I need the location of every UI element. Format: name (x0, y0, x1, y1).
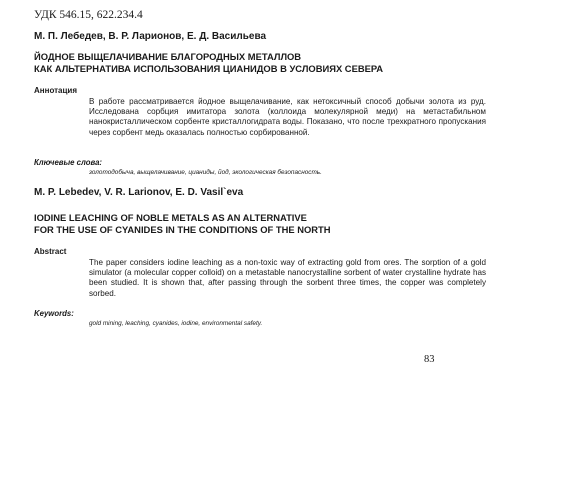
title-ru-line1: ЙОДНОЕ ВЫЩЕЛАЧИВАНИЕ БЛАГОРОДНЫХ МЕТАЛЛОВ (34, 51, 302, 62)
abstract-label-ru: Аннотация (34, 86, 77, 95)
keywords-label-en: Keywords: (34, 309, 74, 318)
title-en (34, 212, 331, 235)
title-ru (34, 51, 383, 74)
keywords-text-en: gold mining, leaching, cyanides, iodine, environmental safety. (89, 320, 263, 327)
title-ru-line2: КАК АЛЬТЕРНАТИВА ИСПОЛЬЗОВАНИЯ ЦИАНИДОВ В УСЛОВИЯХ СЕВЕРА (34, 62, 384, 74)
udc-code: УДК 546.15, 622.234.4 (34, 9, 143, 21)
title-en-line2: FOR THE USE OF CYANIDES IN THE CONDITIONS OF THE NORTH (34, 223, 331, 235)
keywords-label-ru: Ключевые слова: (34, 158, 103, 167)
abstract-label-en: Abstract (34, 247, 67, 256)
abstract-text-en: The paper considers iodine leaching as a non-toxic way of extracting gold from ores. The sorption of a gold simulator (a molecular copper colloid) on a metastable nanocrystalline sorbent of water crystalline hydrate has been studied. It is shown that, after passing through the sorbent three times, the copper was completely sorbed. (89, 258, 486, 298)
authors-en: M. P. Lebedev, V. R. Larionov, E. D. Vasil`eva (34, 187, 244, 198)
keywords-text-ru: золотодобыча, выщелачивание, цианиды, йод, экологическая безопасность. (89, 169, 322, 176)
page-number: 83 (424, 354, 435, 365)
authors-ru: М. П. Лебедев, В. Р. Ларионов, Е. Д. Васильева (34, 31, 267, 42)
abstract-text-ru: В работе рассматривается йодное выщелачивание, как нетоксичный способ добычи золота из руд. Исследована сорбция имитатора золота (коллоида молекулярной меди) на метастабильном нанокристаллическом сорбенте кристаллогидрата воды. Показано, что после трехкратного пропускания через сорбент медь оказалась полностью сорбированной. (89, 97, 486, 137)
title-en-line1: IODINE LEACHING OF NOBLE METALS AS AN ALTERNATIVE (34, 212, 307, 223)
